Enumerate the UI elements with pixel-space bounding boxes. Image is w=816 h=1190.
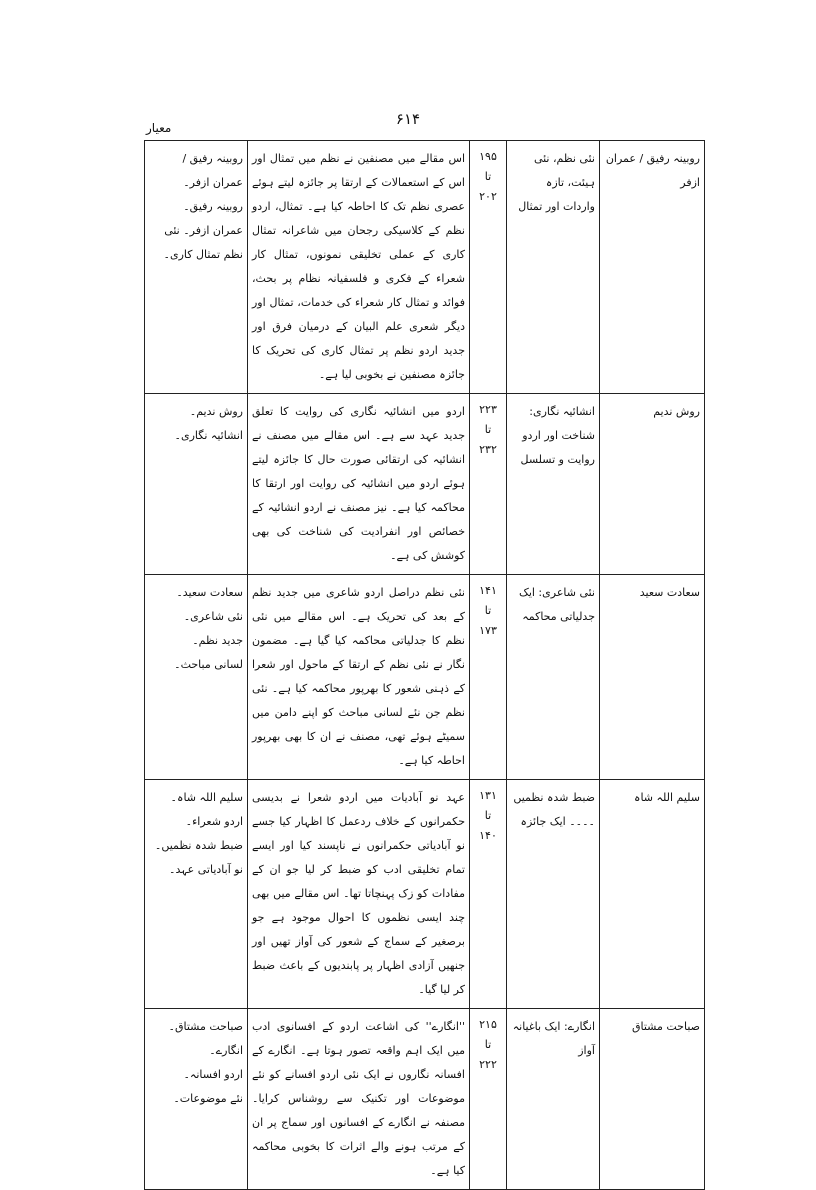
- table-row: [145, 780, 705, 1009]
- pages-cell: [470, 780, 507, 1009]
- summary-cell: اردو میں انشائیہ نگاری کی روایت کا تعلق جدید عہد سے ہے۔ اس مقالے میں مصنف نے انشائیہ کی ارتقائی صورت حال کا جائزہ لیتے ہوئے اردو میں انشائیہ کی روایت اور ارتقا کا محاکمہ کیا ہے۔ نیز مصنف نے اردو انشائیہ کے خصائص اور انفرادیت کی شناخت کی بھی کوشش کی ہے۔: [248, 394, 470, 575]
- page-to: ۲۲۲: [479, 1058, 497, 1071]
- keyword: عمران ازفر۔ نئی: [164, 224, 243, 237]
- running-header-journal: معیار: [146, 121, 172, 135]
- table-row: [145, 1009, 705, 1190]
- table-row: [145, 575, 705, 780]
- author-cell: روش ندیم: [600, 394, 705, 575]
- page-from: ۲۱۵: [479, 1018, 497, 1031]
- summary-cell: اس مقالے میں مصنفین نے نظم میں تمثال اور اس کے استعمالات کے ارتقا پر جائزہ لیتے ہوئے عصری نظم تک کا احاطہ کیا ہے۔ تمثال، اردو نظم کے کلاسیکی رجحان میں شاعرانہ تمثال کاری کے عملی تخلیقی نمونوں، تمثال کار شعراء کے فکری و فلسفیانہ نظام پر بحث، فوائد و تمثال کار شعراء کی خدمات، تمثال اور دیگر شعری علم البیان کے درمیان فرق اور جدید اردو نظم پر تمثال کاری کی تحریک کا جائزہ مصنفین نے بخوبی لیا ہے۔: [248, 141, 470, 394]
- summary-cell: نئی نظم دراصل اردو شاعری میں جدید نظم کے بعد کی تحریک ہے۔ اس مقالے میں نئی نظم کا جدلیاتی محاکمہ کیا گیا ہے۔ مضمون نگار نے نئی نظم کے ارتقا کے ماحول اور شعرا کے ذہنی شعور کا بھرپور محاکمہ کیا ہے۔ نئی نظم جن نئے لسانی مباحث کو اپنے دامن میں سمیٹے ہوئے تھی، مصنف نے ان کا بھی بھرپور احاطہ کیا ہے۔: [248, 575, 470, 780]
- pages-cell: [470, 575, 507, 780]
- page-range-word: تا: [484, 604, 492, 617]
- table-row: [145, 141, 705, 394]
- summary-cell: ''انگارے'' کی اشاعت اردو کے افسانوی ادب میں ایک اہم واقعہ تصور ہوتا ہے۔ انگارے کے افسانہ نگاروں نے ایک نئی اردو افسانے کو نئے موضوعات اور تکنیک سے روشناس کرایا۔ مصنفہ نے انگارے کے افسانوں اور سماج پر ان کے مرتب ہونے والے اثرات کا بخوبی محاکمہ کیا ہے۔: [248, 1009, 470, 1190]
- page-from: ۱۳۱: [479, 789, 497, 802]
- keyword: لسانی مباحث۔: [174, 658, 243, 671]
- title-cell: انشائیہ نگاری: شناخت اور اردو روایت و تسلسل: [507, 394, 600, 575]
- keyword: صباحت مشتاق۔: [168, 1020, 243, 1033]
- keywords-cell: [145, 141, 248, 394]
- pages-cell: [470, 1009, 507, 1190]
- page-number: ۶۱۴: [395, 110, 421, 128]
- keywords-cell: [145, 394, 248, 575]
- index-table: [144, 140, 705, 1190]
- title-cell: نئی نظم، نئی ہیئت، تازہ واردات اور تمثال: [507, 141, 600, 394]
- title-cell: انگارے: ایک باغیانہ آواز: [507, 1009, 600, 1190]
- title-cell: ضبط شدہ نظمیں ۔۔۔۔ ایک جائزہ: [507, 780, 600, 1009]
- page-from: ۱۴۱: [479, 584, 497, 597]
- table-row: [145, 394, 705, 575]
- page-to: ۲۳۲: [479, 443, 497, 456]
- author-cell: روبینہ رفیق / عمران ازفر: [600, 141, 705, 394]
- keyword: ضبط شدہ نظمیں۔: [154, 839, 243, 852]
- keyword: روبینہ رفیق۔: [183, 200, 243, 213]
- keywords-cell: [145, 780, 248, 1009]
- keyword: روبینہ رفیق /: [182, 152, 243, 165]
- page-to: ۱۷۳: [479, 624, 497, 637]
- page-range-word: تا: [484, 1038, 492, 1051]
- keywords-cell: [145, 575, 248, 780]
- keyword: نو آبادیاتی عہد۔: [169, 863, 243, 876]
- keyword: نئے موضوعات۔: [173, 1092, 243, 1105]
- summary-cell: عہد نو آبادیات میں اردو شعرا نے بدیسی حکمرانوں کے خلاف ردعمل کا اظہار کیا جسے نو آبادیاتی حکمرانوں نے ناپسند کیا اور ایسے تمام تخلیقی ادب کو ضبط کر لیا جو ان کے مفادات کو زک پہنچاتا تھا۔ اس مقالے میں بھی چند ایسی نظموں کا احوال موجود ہے جو برصغیر کے سماج کے شعور کی آواز تھیں اور جنھیں آزادی اظہار پر پابندیوں کے باعث ضبط کر لیا گیا۔: [248, 780, 470, 1009]
- keyword: انشائیہ نگاری۔: [174, 429, 243, 442]
- author-cell: صباحت مشتاق: [600, 1009, 705, 1190]
- page-to: ۱۴۰: [479, 829, 497, 842]
- page-range-word: تا: [484, 809, 492, 822]
- pages-cell: [470, 141, 507, 394]
- keyword: اردو افسانہ۔: [183, 1068, 243, 1081]
- keyword: روش ندیم۔: [189, 405, 243, 418]
- page-range-word: تا: [484, 423, 492, 436]
- page-from: ۲۲۳: [479, 403, 497, 416]
- keyword: اردو شعراء۔: [185, 815, 243, 828]
- keyword: عمران ازفر۔: [183, 176, 243, 189]
- author-cell: سعادت سعید: [600, 575, 705, 780]
- keyword: سلیم اللہ شاہ۔: [170, 791, 243, 804]
- page-to: ۲۰۲: [479, 190, 497, 203]
- page-from: ۱۹۵: [479, 150, 497, 163]
- keyword: انگارے۔: [209, 1044, 243, 1057]
- pages-cell: [470, 394, 507, 575]
- keywords-cell: [145, 1009, 248, 1190]
- title-cell: نئی شاعری: ایک جدلیاتی محاکمہ: [507, 575, 600, 780]
- keyword: سعادت سعید۔: [176, 586, 243, 599]
- keyword: نظم تمثال کاری۔: [163, 248, 243, 261]
- keyword: جدید نظم۔: [192, 634, 243, 647]
- page-range-word: تا: [484, 170, 492, 183]
- author-cell: سلیم اللہ شاہ: [600, 780, 705, 1009]
- keyword: نئی شاعری۔: [183, 610, 243, 623]
